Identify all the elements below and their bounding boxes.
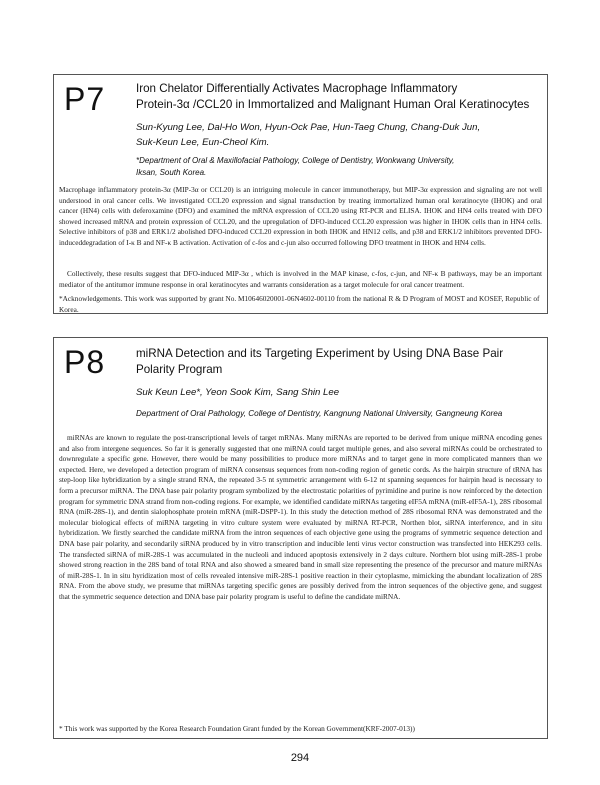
abstract-code: P7 — [64, 81, 106, 117]
title-line: Protein-3α /CCL20 in Immortalized and Malignant Human Oral Keratinocytes — [136, 98, 530, 111]
abstract-authors — [136, 120, 536, 150]
abstract-body-conclusion: Collectively, these results suggest that DFO-induced MIP-3α , which is involved in the MAP kinase, c-fos, c-jun, and NF-κ B pathways, may be an important mediator of the antitumor immune response in oral keratinocytes and warrants consideration as a target molecule for oral cancer treatment. — [59, 269, 542, 289]
abstract-title — [136, 81, 536, 113]
title-line: Iron Chelator Differentially Activates Macrophage Inflammatory — [136, 82, 458, 95]
affiliation-line: *Department of Oral & Maxillofacial Pathology, College of Dentistry, Wonkwang University, — [136, 156, 455, 165]
abstract-body: miRNAs are known to regulate the post-transcriptional levels of target mRNAs. Many miRNAs are reported to be derived from unique miRNA encoding genes and also from intergene sequences. So far it is generally suggested that one miRNA could target multiple genes, and also several miRNAs could be orchestrated to downregulate a specific gene. However, there would be many possibilities to produce more miRNAs and to target gene in more complicated manners than we expected. Here, we developed a detection program of miRNA consensus sequences from non-coding region of genetic cords. As the hairpin structure of tRNA has step-loop like hybridization by a single strand RNA, the repeated 3-5 nt symmetric arrangement with 6-12 nt spanning sequences for hairpin head is necessary to form a precursor miRNA. The DNA base pair polarity program symbolized by the electrostatic polarities of pyrimidine and purine is now reinforced by the detection program for symmetric DNA strand from non-coding regions. For example, we identified candidate miRNAs targeting eIF5A mRNA (miR-eIF5A-1), 28S ribosomal RNA (miR-28S-1), and dentin sialophosphate protein mRNA (miR-DSPP-1). In this study the detection method of 28S ribosomal RNA was demonstrated and the molecular biological effects of miRNA targeting in vitro culture system were evaluated by miRNA RT-PCR, Northen blot, siRNA interference, and in situ hybridization. We firstly searched the candidate miRNA from the intron sequences of each objective gene using the programs of symmetric sequence detection and DNA base pair polarity, and secondarily siRNA produced by in vitro transcription and inducible lenti virus vector construction was transfected into HEK293 cells. The transfected siRNA of miR-28S-1 was accumulated in the nucleoli and induced apoptosis extensively in 2 days culture. Northern blot using miR-28S-1 probe showed strong reaction in the 28S band of total RNA and also showed a smeared band in small size representing the presence of the precursor and mature miRNAs of miR-28S-1. In in situ hyridization most of cells revealed intensive miR-28S-1 positive reaction in their cytoplasme, mimicking the abundant localization of 28S RNA. From the above study, we presume that miRNAs targeting specific genes are possibly derived from the intron sequences of the objective gene, and suggest that the symmetric sequence detection and DNA base pair polarity program is useful to define the candidate miRNA. — [59, 433, 542, 601]
affiliation-line: Department of Oral Pathology, College of Dentistry, Kangnung National University, Gangneung Korea — [136, 409, 503, 418]
abstract-affiliation — [136, 408, 536, 420]
abstract-p8 — [53, 337, 548, 739]
abstract-title — [136, 346, 536, 378]
abstract-body: Macrophage inflammatory protein-3α (MIP-3α or CCL20) is an intriguing molecule in cancer immunotherapy, but MIP-3α expression and signaling are not well understood in oral cancer cells. We investigated CCL20 expression and signal transduction by treating immortalized human oral keratinocyte (IHOK) and oral cancer (HN4) cells with deferoxamine (DFO) and examined the mRNA expression of CCL20 using RT-PCR and ELISA. IHOK and HN4 cells treated with DFO showed increased mRNA and protein expression of CCL20, and the upregulation of DFO-induced CCL20 expression was higher in IHOK cells than in HN4 cells. Selective inhibitors of p38 and ERK1/2 abolished DFO-induced CCL20 expression in both IHOK and HN12 cells, and p38 and ERK1/2 inhibitors prevented DFO-induceddegradation of I-κ B and NF-κ B activation. Activation of c-fos and c-jun also occurred following DFO treatment in IHOK and HN4 cells. — [59, 185, 542, 247]
acknowledgement: *Acknowledgements. This work was supported by grant No. M10646020001-06N4602-00110 from the national R & D Program of MOST and KOSEF, Republic of Korea. — [59, 294, 540, 314]
affiliation-line: Iksan, South Korea. — [136, 168, 207, 177]
abstract-code: P8 — [64, 344, 106, 380]
abstract-p7 — [53, 74, 548, 314]
title-line: miRNA Detection and its Targeting Experiment by Using DNA Base Pair — [136, 347, 504, 360]
authors-line: Suk-Keun Lee, Eun-Cheol Kim. — [136, 137, 270, 148]
acknowledgement: * This work was supported by the Korea Research Foundation Grant funded by the Korean Government(KRF-2007-013)) — [59, 724, 415, 733]
title-line: Polarity Program — [136, 363, 223, 376]
abstract-authors — [136, 385, 536, 400]
page-number: 294 — [290, 752, 310, 764]
abstract-affiliation — [136, 155, 536, 179]
authors-line: Sun-Kyung Lee, Dal-Ho Won, Hyun-Ock Pae, Hun-Taeg Chung, Chang-Duk Jun, — [136, 122, 481, 133]
authors-line: Suk Keun Lee*, Yeon Sook Kim, Sang Shin Lee — [136, 387, 340, 398]
